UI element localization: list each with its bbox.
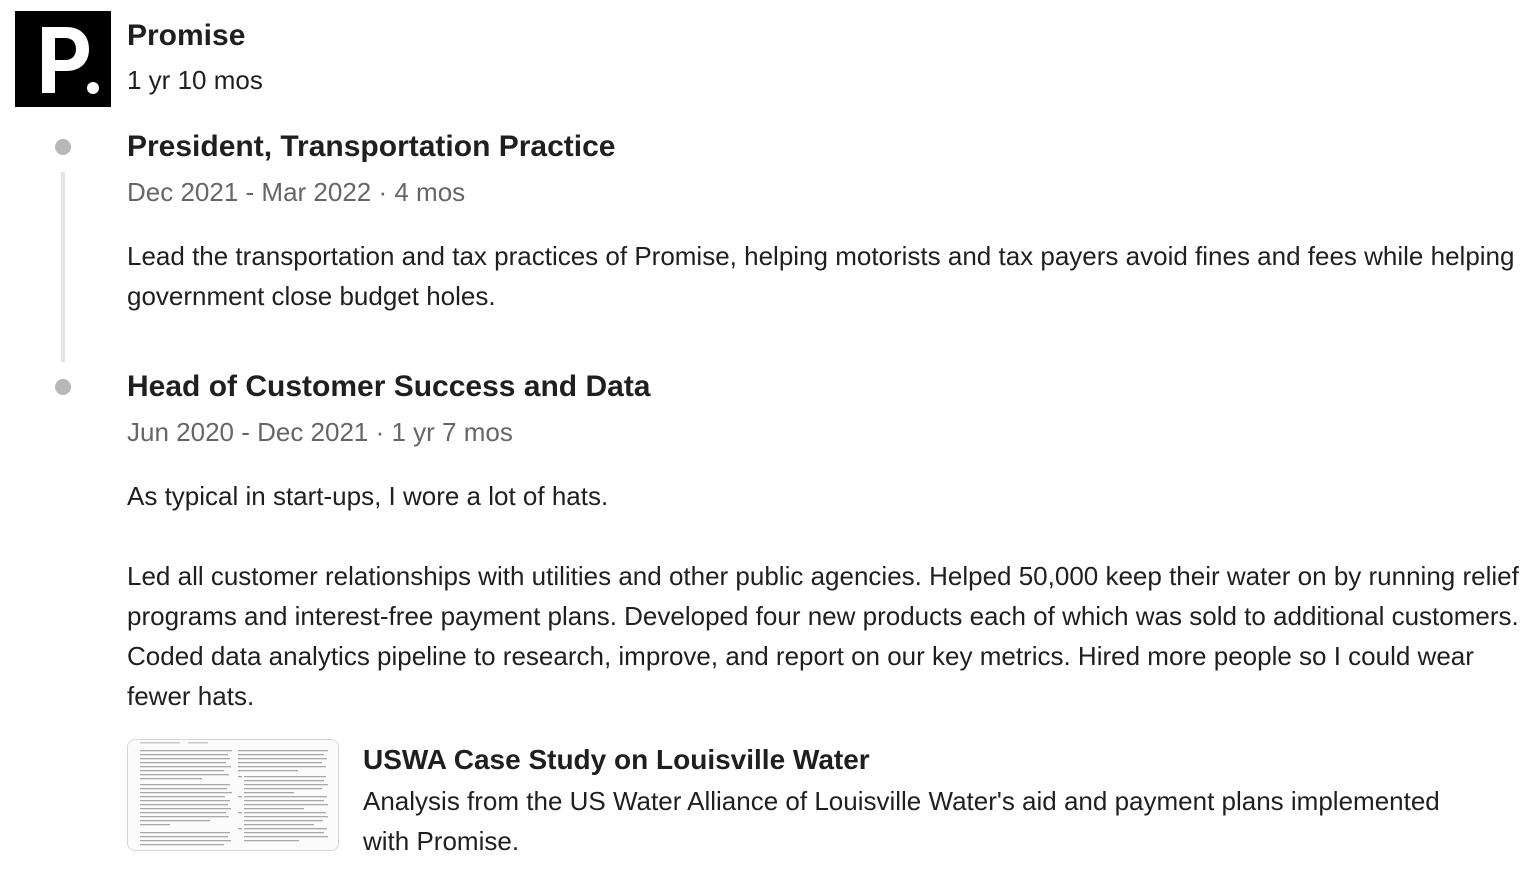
description-paragraph: As typical in start-ups, I wore a lot of hats. [127, 481, 609, 511]
company-logo[interactable] [15, 11, 111, 107]
timeline-dot [55, 139, 71, 155]
description-paragraph: Lead the transportation and tax practices of Promise, helping motorists and tax payers avoid fines and fees while helping government close budget holes. [127, 241, 1515, 311]
media-title[interactable]: USWA Case Study on Louisville Water [363, 744, 870, 775]
position-dates: Dec 2021 - Mar 2022 · 4 mos [127, 177, 466, 207]
timeline-dot [55, 379, 71, 395]
promise-logo-icon [15, 11, 111, 107]
media-description: Analysis from the US Water Alliance of Louisville Water's aid and payment plans implemented with Promise. [363, 786, 1440, 856]
media-thumbnail[interactable] [127, 739, 339, 851]
description-paragraph: Led all customer relationships with utilities and other public agencies. Helped 50,000 keep their water on by running relief programs and interest-free payment plans. Developed four new products each of which was sold to additional customers. Coded data analytics pipeline to research, improve, and report on our key metrics. Hired more people so I could wear fewer hats. [127, 561, 1519, 711]
document-thumbnail [128, 740, 338, 850]
position-title: President, Transportation Practice [127, 130, 616, 163]
position-description [127, 236, 1532, 316]
company-name[interactable]: Promise [127, 19, 246, 52]
position-title: Head of Customer Success and Data [127, 370, 651, 403]
position-description [127, 476, 1532, 716]
position-dates: Jun 2020 - Dec 2021 · 1 yr 7 mos [127, 417, 513, 447]
company-duration: 1 yr 10 mos [127, 65, 263, 95]
timeline-line [61, 172, 65, 362]
